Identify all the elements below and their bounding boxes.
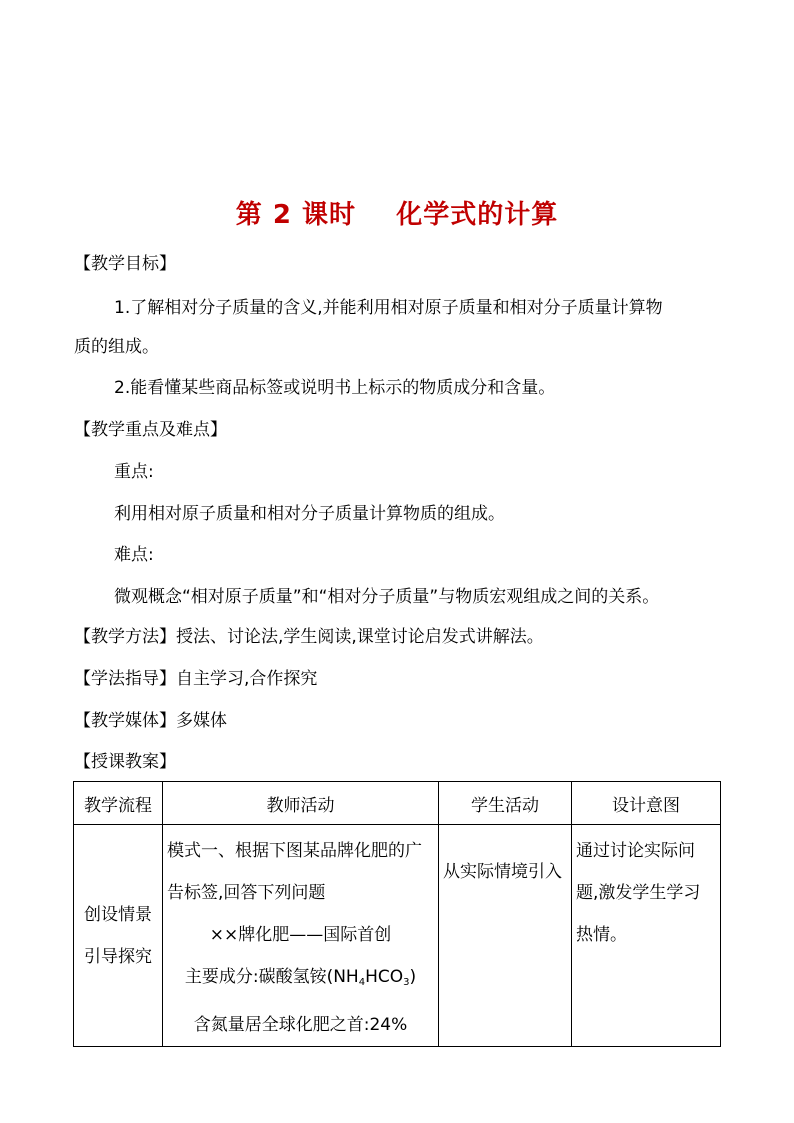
- method-text: 授法、讨论法,学生阅读,课堂讨论启发式讲解法。: [176, 627, 544, 647]
- key-text: 利用相对原子质量和相对分子质量计算物质的组成。: [114, 504, 505, 524]
- media-row: [74, 709, 720, 733]
- student-activity-cell: [439, 825, 572, 1047]
- plan-heading: 【授课教案】: [74, 752, 176, 772]
- method-row: [74, 625, 720, 649]
- table-header-student: 学生活动: [439, 782, 572, 825]
- design-intent-cell: [572, 825, 721, 1047]
- objectives-heading: 【教学目标】: [74, 254, 176, 274]
- table-header-row: [74, 782, 721, 825]
- ad-label-line-1: ××牌化肥——国际首创: [209, 925, 392, 945]
- difficulty-text: 微观概念“相对原子质量”和“相对分子质量”与物质宏观组成之间的关系。: [114, 587, 660, 607]
- table-row: [74, 825, 721, 1047]
- objective-item-1-line-2: 质的组成。: [74, 337, 159, 357]
- teacher-activity-cell: [163, 825, 439, 1047]
- objective-item-1-line-1: 1.了解相对分子质量的含义,并能利用相对原子质量和相对分子质量计算物: [114, 298, 663, 318]
- guidance-text: 自主学习,合作探究: [176, 669, 318, 689]
- ad-label-line-3: 含氮量居全球化肥之首:24%: [193, 1015, 408, 1035]
- page-title: 第 2 课时 化学式的计算: [235, 200, 559, 230]
- teacher-line-1: 模式一、根据下图某品牌化肥的广: [167, 841, 422, 861]
- media-label: 【教学媒体】: [74, 711, 176, 731]
- teacher-line-2: 告标签,回答下列问题: [167, 883, 326, 903]
- table-header-process: 教学流程: [74, 782, 163, 825]
- objective-item-2: 2.能看懂某些商品标签或说明书上标示的物质成分和含量。: [114, 378, 556, 398]
- media-text: 多媒体: [176, 711, 227, 731]
- process-line-2: 引导探究: [84, 946, 152, 967]
- guidance-row: [74, 667, 720, 691]
- key-points-heading: 【教学重点及难点】: [74, 420, 227, 440]
- design-intent-text: 通过讨论实际问题,激发学生学习热情。: [576, 841, 701, 945]
- process-cell: [74, 825, 163, 1047]
- guidance-label: 【学法指导】: [74, 669, 176, 689]
- table-header-teacher: 教师活动: [163, 782, 439, 825]
- ad-label-line-2: 主要成分:碳酸氢铵$(NH_4HCO_3)$: [184, 967, 417, 988]
- difficulty-label: 难点:: [114, 545, 154, 565]
- process-line-1: 创设情景: [84, 904, 152, 925]
- table-header-intent: 设计意图: [572, 782, 721, 825]
- key-label: 重点:: [114, 462, 154, 482]
- lesson-plan-table: [73, 781, 721, 1047]
- student-activity-text: 从实际情境引入: [443, 862, 562, 882]
- method-label: 【教学方法】: [74, 627, 176, 647]
